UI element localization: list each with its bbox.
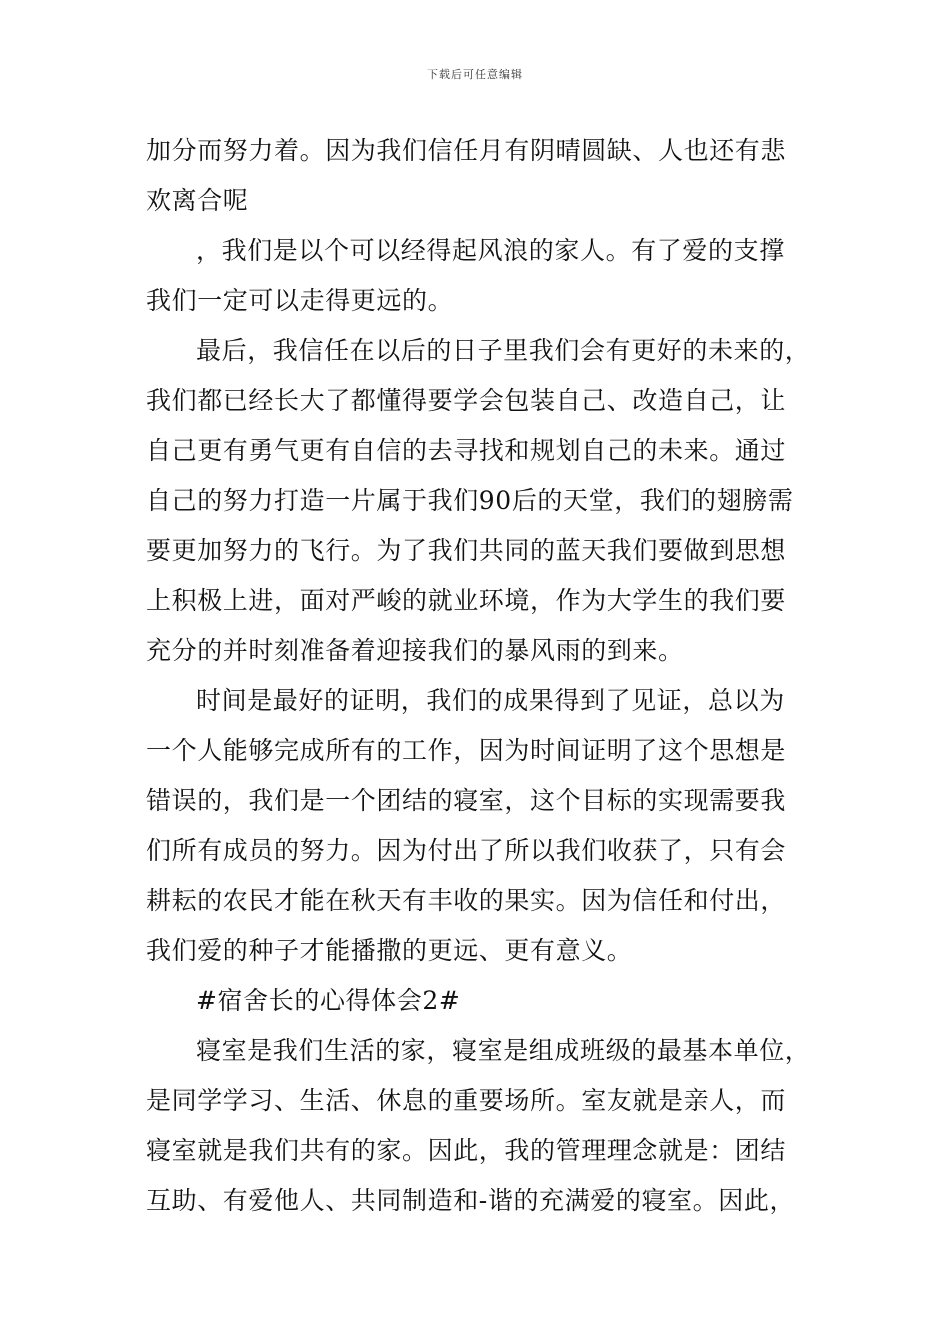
text-line: 互助、有爱他人、共同制造和-谐的充满爱的寝室。因此， [146, 1186, 796, 1215]
text-line: 加分而努力着。因为我们信任月有阴晴圆缺、人也还有悲 [146, 136, 787, 165]
text-line: 寝室就是我们共有的家。因此，我的管理理念就是：团结 [146, 1136, 787, 1165]
text-line: 我们都已经长大了都懂得要学会包装自己、改造自己，让 [146, 386, 787, 415]
paragraph-start-line: 最后，我信任在以后的日子里我们会有更好的未来的， [196, 336, 811, 365]
paragraph-start-line: 寝室是我们生活的家，寝室是组成班级的最基本单位， [196, 1036, 811, 1065]
text-line: 一个人能够完成所有的工作，因为时间证明了这个思想是 [146, 736, 787, 765]
text-line: 自己更有勇气更有自信的去寻找和规划自己的未来。通过 [146, 436, 787, 465]
text-line: 是同学学习、生活、休息的重要场所。室友就是亲人，而 [146, 1086, 787, 1115]
body-text [146, 126, 810, 1226]
paragraph-start-line: 时间是最好的证明，我们的成果得到了见证，总以为 [196, 686, 785, 715]
text-line: 我们一定可以走得更远的。 [146, 286, 454, 315]
text-line: 要更加努力的飞行。为了我们共同的蓝天我们要做到思想 [146, 536, 787, 565]
text-line: 欢离合呢 [146, 186, 249, 215]
text-line: 充分的并时刻准备着迎接我们的暴风雨的到来。 [146, 636, 684, 665]
section-heading: #宿舍长的心得体会2# [196, 986, 461, 1015]
text-line: 自己的努力打造一片属于我们90后的天堂，我们的翅膀需 [146, 486, 794, 515]
text-line: 上积极上进，面对严峻的就业环境，作为大学生的我们要 [146, 586, 787, 615]
header-note: 下载后可任意编辑 [427, 68, 523, 81]
text-line: 我们爱的种子才能播撒的更远、更有意义。 [146, 936, 633, 965]
text-line: 错误的，我们是一个团结的寝室，这个目标的实现需要我 [146, 786, 787, 815]
text-line: ，我们是以个可以经得起风浪的家人。有了爱的支撑 [196, 236, 785, 265]
text-line: 们所有成员的努力。因为付出了所以我们收获了，只有会 [146, 836, 787, 865]
text-line: 耕耘的农民才能在秋天有丰收的果实。因为信任和付出， [146, 886, 787, 915]
